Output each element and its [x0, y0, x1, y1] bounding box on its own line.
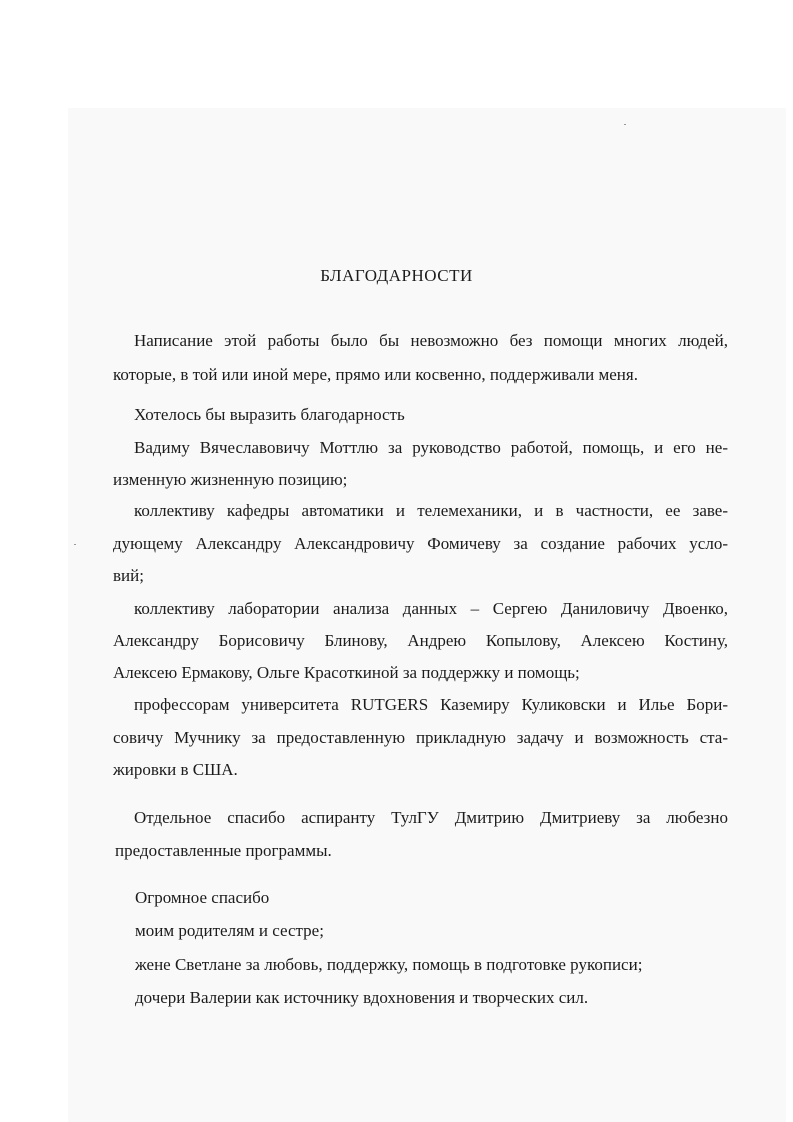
family-line-2: жене Светлане за любовь, поддержку, помощь в подготовке рукописи; — [135, 955, 643, 974]
scan-speck — [624, 124, 626, 125]
page-title: БЛАГОДАРНОСТИ — [320, 266, 473, 285]
family-heading: Огромное спасибо — [135, 888, 270, 907]
rutgers-line-3: жировки в США. — [113, 760, 238, 779]
scan-speck — [74, 544, 76, 545]
intro-line-1: Написание этой работы было бы невозможно без помощи многих людей, — [134, 331, 728, 350]
department-line-3: вий; — [113, 566, 144, 585]
lab-line-2: Александру Борисовичу Блинову, Андрею Копылову, Алексею Костину, — [113, 631, 728, 650]
tulgu-line-1: Отдельное спасибо аспиранту ТулГУ Дмитрию Дмитриеву за любезно — [134, 808, 728, 827]
tulgu-line-2: предоставленные программы. — [115, 841, 332, 860]
mottl-line-1: Вадиму Вячеславовичу Моттлю за руководство работой, помощь, и его не- — [134, 438, 728, 457]
family-line-1: моим родителям и сестре; — [135, 921, 324, 940]
rutgers-line-1: профессорам университета RUTGERS Каземиру Куликовски и Илье Бори- — [134, 695, 728, 714]
mottl-line-2: изменную жизненную позицию; — [113, 470, 348, 489]
intro-line-2: которые, в той или иной мере, прямо или косвенно, поддерживали меня. — [113, 365, 638, 384]
department-line-1: коллективу кафедры автоматики и телемеханики, и в частности, ее заве- — [134, 501, 728, 520]
rutgers-line-2: совичу Мучнику за предоставленную прикладную задачу и возможность ста- — [113, 728, 728, 747]
lab-line-1: коллективу лаборатории анализа данных – Сергею Даниловичу Двоенко, — [134, 599, 728, 618]
lab-line-3: Алексею Ермакову, Ольге Красоткиной за поддержку и помощь; — [113, 663, 580, 682]
family-line-3: дочери Валерии как источнику вдохновения и творческих сил. — [135, 988, 589, 1007]
department-line-2: дующему Александру Александровичу Фомичеву за создание рабочих усло- — [113, 534, 728, 553]
gratitude-heading: Хотелось бы выразить благодарность — [134, 405, 405, 424]
